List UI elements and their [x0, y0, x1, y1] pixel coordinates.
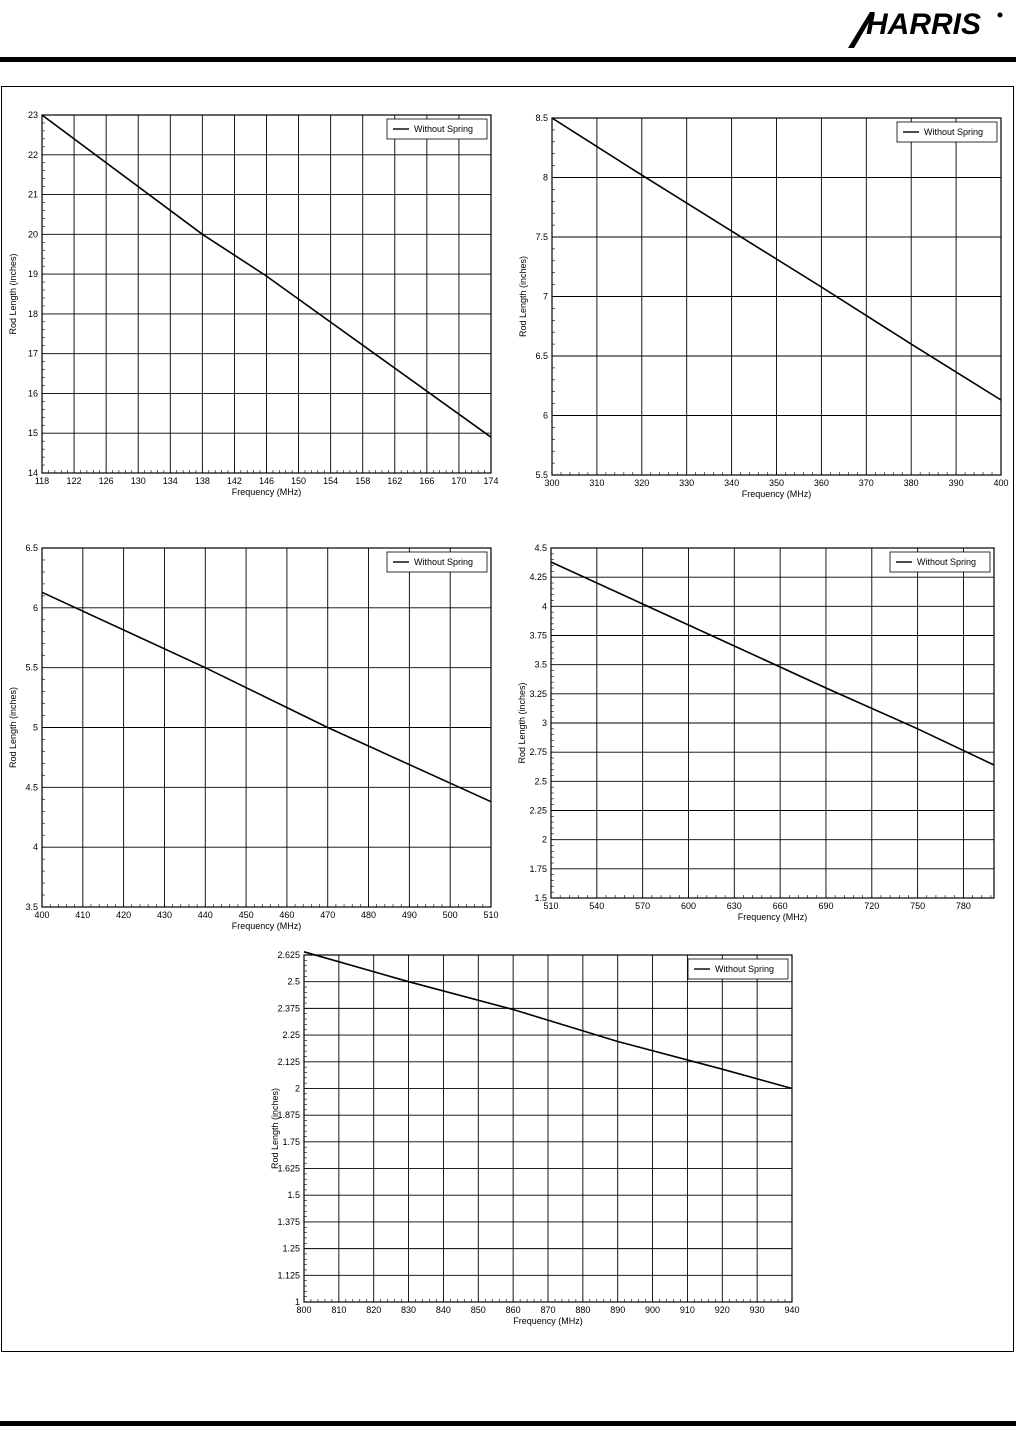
x-tick-label: 630: [726, 901, 742, 911]
chart-vhf-118-174: [0, 100, 500, 500]
y-axis-title: Rod Length (inches): [517, 682, 527, 764]
y-tick-label: 2.625: [277, 950, 300, 960]
y-tick-label: 4: [32, 842, 38, 853]
x-tick-label: 400: [993, 478, 1009, 488]
x-tick-label: 850: [470, 1305, 486, 1315]
x-tick-label: 690: [818, 901, 834, 911]
y-tick-label: 1.75: [529, 863, 547, 874]
x-tick-label: 390: [948, 478, 964, 488]
legend-label: Without Spring: [715, 964, 775, 974]
x-tick-label: 890: [610, 1305, 626, 1315]
legend-label: Without Spring: [414, 124, 474, 134]
x-tick-label: 150: [291, 476, 307, 486]
y-tick-label: 2.75: [529, 747, 547, 758]
y-tick-label: 2.5: [534, 776, 547, 787]
y-tick-label: 6.5: [25, 543, 38, 553]
y-axis-title: Rod Length (inches): [270, 1087, 280, 1170]
x-tick-label: 154: [323, 476, 339, 486]
x-tick-label: 510: [483, 910, 499, 920]
x-tick-label: 570: [635, 901, 651, 911]
y-tick-label: 7.5: [535, 232, 548, 242]
y-tick-label: 2.125: [277, 1056, 300, 1067]
y-tick-label: 8: [542, 172, 548, 183]
x-axis-title: Frequency (MHz): [231, 487, 302, 497]
y-tick-label: 3.25: [529, 688, 547, 699]
y-tick-label: 1.625: [277, 1163, 300, 1174]
chart-300-400: [500, 100, 1010, 500]
legend-label: Without Spring: [917, 557, 977, 567]
y-tick-label: 1.75: [282, 1136, 300, 1147]
y-tick-label: 16: [27, 388, 38, 399]
x-axis-title: Frequency (MHz): [513, 1316, 583, 1326]
x-tick-label: 146: [258, 476, 275, 486]
x-tick-label: 540: [589, 901, 605, 911]
y-tick-label: 18: [27, 308, 38, 319]
y-tick-label: 4: [541, 601, 547, 612]
harris-logo: [828, 2, 1008, 50]
y-tick-label: 17: [27, 348, 38, 359]
x-tick-label: 340: [724, 478, 740, 488]
x-tick-label: 720: [864, 901, 880, 911]
y-tick-label: 5: [32, 722, 38, 733]
y-tick-label: 2.5: [287, 976, 300, 987]
x-tick-label: 600: [680, 901, 696, 911]
y-tick-label: 4.25: [529, 572, 547, 583]
x-tick-label: 126: [98, 476, 114, 486]
harris-logo-mark: [828, 2, 1008, 50]
x-tick-label: 410: [75, 910, 91, 920]
x-tick-label: 910: [679, 1305, 695, 1315]
y-tick-label: 22: [27, 149, 38, 160]
x-tick-label: 370: [858, 478, 874, 488]
y-tick-label: 2: [541, 834, 547, 845]
x-tick-label: 870: [540, 1305, 556, 1315]
x-tick-label: 820: [366, 1305, 382, 1315]
x-tick-label: 134: [162, 476, 178, 486]
x-tick-label: 510: [543, 901, 559, 911]
y-tick-label: 23: [27, 110, 38, 120]
x-tick-label: 660: [772, 901, 788, 911]
y-tick-label: 5.5: [535, 470, 548, 480]
x-tick-label: 174: [483, 476, 499, 486]
x-tick-label: 930: [749, 1305, 765, 1315]
x-tick-label: 470: [320, 910, 336, 920]
y-tick-label: 1.875: [277, 1110, 300, 1121]
x-tick-label: 142: [226, 476, 242, 486]
y-tick-label: 2: [294, 1083, 300, 1094]
chart-800-940: [250, 945, 800, 1345]
logo-text: HARRIS: [866, 8, 982, 41]
x-tick-label: 118: [34, 476, 50, 486]
x-tick-label: 380: [903, 478, 919, 488]
x-tick-label: 166: [419, 476, 435, 486]
y-tick-label: 1.125: [277, 1270, 300, 1281]
x-tick-label: 810: [331, 1305, 347, 1315]
x-tick-label: 430: [156, 910, 172, 920]
x-tick-label: 320: [634, 478, 650, 488]
y-axis-title: Rod Length (inches): [8, 686, 18, 769]
y-tick-label: 6: [542, 410, 548, 421]
y-tick-label: 3: [541, 718, 547, 728]
y-tick-label: 21: [27, 189, 38, 200]
x-tick-label: 122: [66, 476, 82, 486]
x-tick-label: 490: [401, 910, 417, 920]
chart-svg: [250, 945, 800, 1345]
x-tick-label: 860: [505, 1305, 521, 1315]
y-tick-label: 3.5: [534, 659, 547, 670]
x-tick-label: 840: [435, 1305, 451, 1315]
chart-svg: [0, 535, 500, 935]
x-tick-label: 300: [544, 478, 560, 488]
y-tick-label: 4.5: [25, 782, 38, 793]
chart-svg: [500, 535, 1010, 935]
x-tick-label: 500: [442, 910, 458, 920]
y-tick-label: 5.5: [25, 662, 38, 673]
chart-svg: [500, 100, 1010, 500]
y-tick-label: 2.25: [282, 1030, 300, 1041]
chart-svg: [0, 100, 500, 500]
x-tick-label: 450: [238, 910, 254, 920]
y-tick-label: 2.375: [277, 1003, 300, 1014]
x-tick-label: 310: [589, 478, 605, 488]
x-tick-label: 400: [34, 910, 50, 920]
y-tick-label: 20: [27, 229, 38, 240]
y-tick-label: 15: [27, 428, 38, 439]
x-tick-label: 900: [645, 1305, 661, 1315]
y-tick-label: 1.375: [277, 1216, 300, 1227]
chart-510-800: [500, 535, 1010, 935]
y-tick-label: 8.5: [535, 113, 548, 123]
x-tick-label: 830: [401, 1305, 417, 1315]
x-tick-label: 750: [910, 901, 926, 911]
y-tick-label: 4.5: [534, 543, 547, 553]
y-tick-label: 6.5: [535, 351, 548, 361]
y-tick-label: 6: [32, 602, 38, 613]
header-rule: [0, 57, 1016, 62]
y-tick-label: 1.25: [282, 1243, 300, 1254]
legend-label: Without Spring: [414, 557, 474, 567]
y-tick-label: 2.25: [529, 805, 547, 816]
x-tick-label: 130: [130, 476, 146, 486]
chart-400-510: [0, 535, 500, 935]
footer-rule: [0, 1421, 1016, 1426]
x-axis-title: Frequency (MHz): [737, 912, 808, 922]
y-tick-label: 3.5: [25, 902, 38, 912]
x-tick-label: 350: [768, 478, 785, 488]
x-axis-title: Frequency (MHz): [231, 921, 302, 931]
y-axis-title: Rod Length (inches): [518, 255, 528, 338]
y-tick-label: 19: [27, 269, 38, 280]
x-tick-label: 330: [679, 478, 695, 488]
x-tick-label: 420: [116, 910, 132, 920]
legend-label: Without Spring: [924, 127, 984, 137]
x-tick-label: 162: [387, 476, 403, 486]
x-tick-label: 480: [361, 910, 377, 920]
x-tick-label: 920: [714, 1305, 730, 1315]
x-tick-label: 138: [194, 476, 210, 486]
x-tick-label: 360: [813, 478, 829, 488]
x-tick-label: 880: [575, 1305, 591, 1315]
x-tick-label: 460: [279, 910, 295, 920]
x-tick-label: 170: [451, 476, 467, 486]
x-tick-label: 800: [296, 1305, 312, 1315]
y-tick-label: 1.5: [534, 893, 547, 903]
x-tick-label: 940: [784, 1305, 800, 1315]
x-tick-label: 780: [955, 901, 971, 911]
y-axis-title: Rod Length (inches): [8, 253, 18, 335]
y-tick-label: 1.5: [287, 1190, 300, 1201]
y-tick-label: 1: [294, 1297, 300, 1307]
y-tick-label: 3.75: [529, 630, 547, 641]
x-axis-title: Frequency (MHz): [741, 489, 812, 499]
y-tick-label: 14: [27, 468, 38, 478]
y-tick-label: 7: [542, 291, 548, 302]
x-tick-label: 158: [355, 476, 371, 486]
x-tick-label: 440: [197, 910, 213, 920]
